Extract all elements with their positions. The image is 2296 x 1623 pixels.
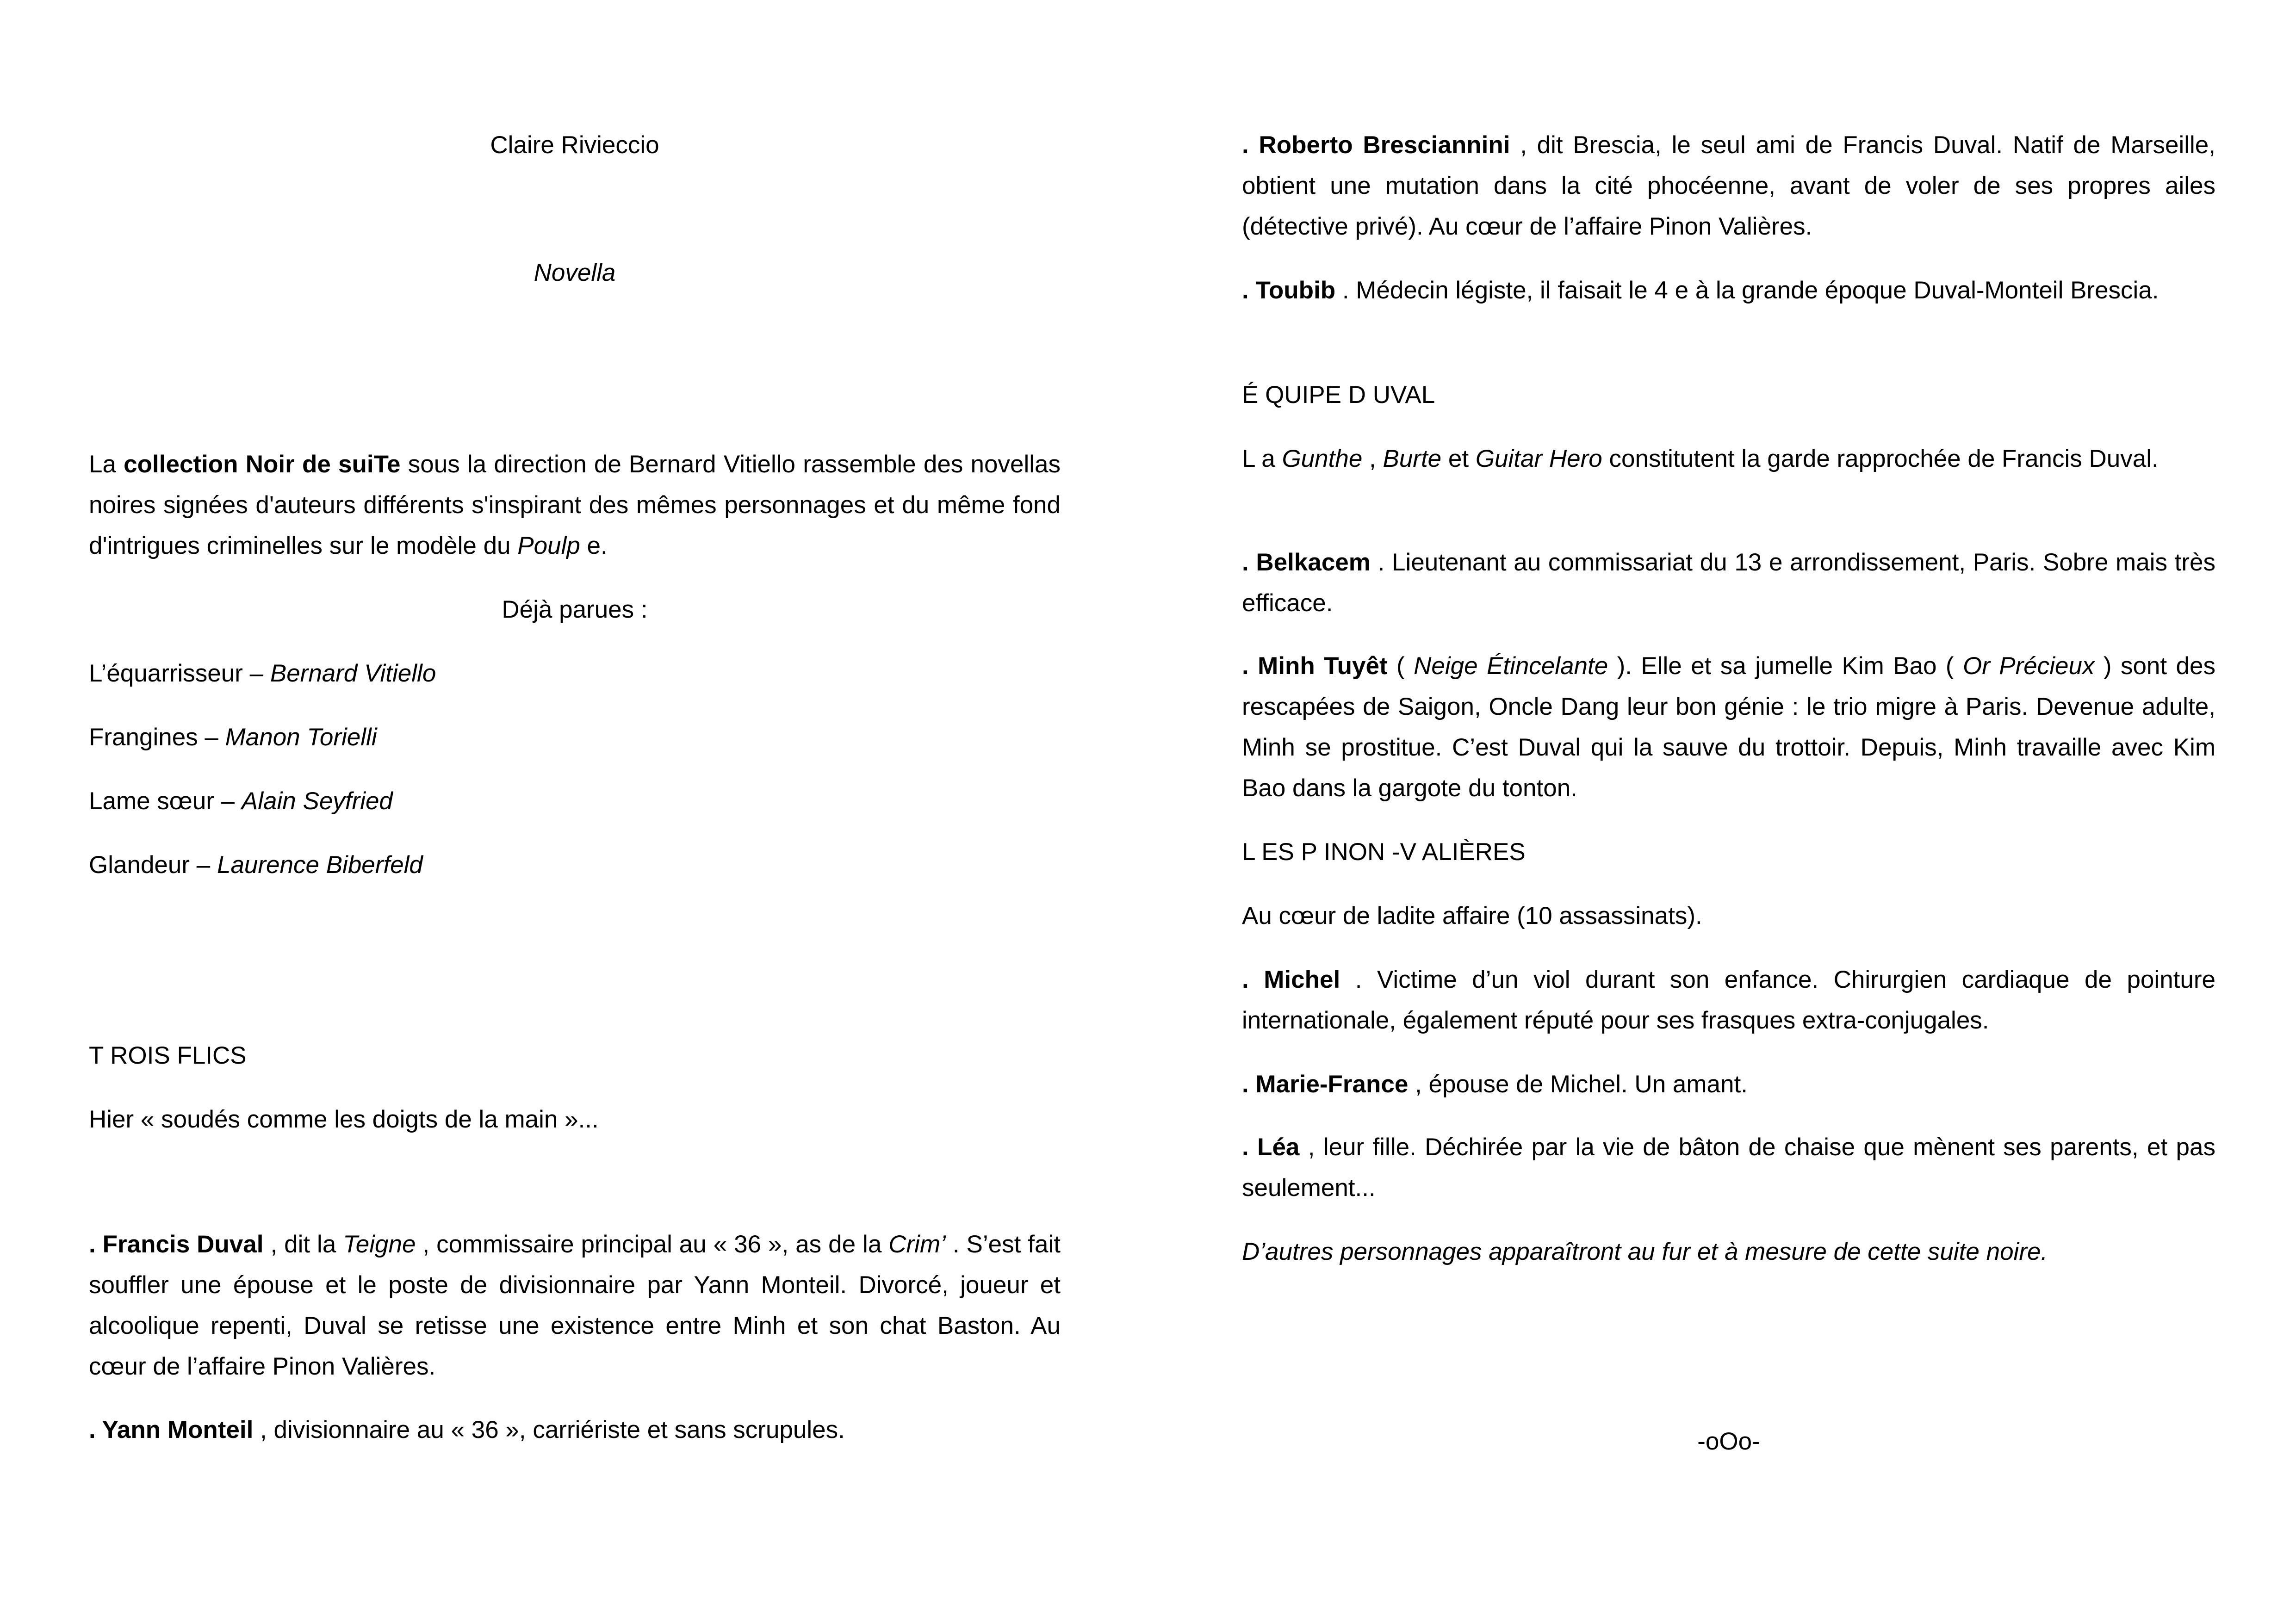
- character-michel: . Michel . Victime d’un viol durant son enfance. Chirurgien cardiaque de pointure internationale, également réputé pour ses frasques extra-conjugales.: [1242, 966, 2215, 1034]
- character-minh: . Minh Tuyêt ( Neige Étincelante ). Elle et sa jumelle Kim Bao ( Or Précieux ) sont des rescapées de Saigon, Oncle Dang leur bon génie : le trio migre à Paris. Devenue adulte, Minh se prostitue. C’est Duval qui la sauve du trottoir. Depuis, Minh travaille avec Kim Bao dans la gargote du tonton.: [1242, 652, 2215, 802]
- character-lea: . Léa , leur fille. Déchirée par la vie de bâton de chaise que mènent ses parents, et pas seulement...: [1242, 1134, 2215, 1202]
- character-monteil: . Yann Monteil , divisionnaire au « 36 », carriériste et sans scrupules.: [89, 1416, 845, 1443]
- collection-name: collection Noir de suiTe: [124, 451, 401, 478]
- character-toubib: . Toubib . Médecin légiste, il faisait le 4 e à la grande époque Duval-Monteil Brescia.: [1242, 277, 2159, 304]
- section-heading-equipe: É QUIPE D UVAL: [1242, 381, 1435, 409]
- closing-note: D’autres personnages apparaîtront au fur et à mesure de cette suite noire.: [1242, 1238, 2048, 1265]
- pinon-subtitle: Au cœur de ladite affaire (10 assassinats).: [1242, 902, 1702, 929]
- genre-label: Novella: [534, 259, 616, 286]
- already-published-heading: Déjà parues :: [502, 596, 648, 623]
- book-entry: Glandeur – Laurence Biberfeld: [89, 851, 423, 879]
- book-entry: Lame sœur – Alain Seyfried: [89, 787, 393, 815]
- book-entry: Frangines – Manon Torielli: [89, 724, 377, 751]
- collection-intro: La collection Noir de suiTe sous la direction de Bernard Vitiello rassemble des novellas noires signées d'auteurs différents s'inspirant des mêmes personnages et du même fond d'intrigues criminelles sur le modèle du Poulp e.: [89, 451, 1061, 559]
- character-marie-france: . Marie-France , épouse de Michel. Un amant.: [1242, 1071, 1748, 1098]
- character-belkacem: . Belkacem . Lieutenant au commissariat du 13 e arrondissement, Paris. Sobre mais très efficace.: [1242, 549, 2215, 617]
- character-brescia: . Roberto Bresciannini , dit Brescia, le seul ami de Francis Duval. Natif de Marseille, obtient une mutation dans la cité phocéenne, avant de voler de ses propres ailes (détective privé). Au cœur de l’affaire Pinon Valières.: [1242, 131, 2215, 240]
- author-name: Claire Rivieccio: [490, 131, 659, 159]
- end-mark: -oOo-: [1697, 1428, 1760, 1455]
- book-entry: L’équarrisseur – Bernard Vitiello: [89, 660, 436, 687]
- section-heading-pinon: L ES P INON -V ALIÈRES: [1242, 838, 1526, 866]
- equipe-intro: L a Gunthe , Burte et Guitar Hero constitutent la garde rapprochée de Francis Duval.: [1242, 445, 2159, 472]
- character-duval: . Francis Duval , dit la Teigne , commissaire principal au « 36 », as de la Crim’ . S’est fait souffler une épouse et le poste de divisionnaire par Yann Monteil. Divorcé, joueur et alcoolique repenti, Duval se retisse une existence entre Minh et son chat Baston. Au cœur de l’affaire Pinon Valières.: [89, 1231, 1061, 1380]
- trois-flics-subtitle: Hier « soudés comme les doigts de la main »...: [89, 1106, 599, 1133]
- section-heading-trois-flics: T ROIS FLICS: [89, 1042, 247, 1069]
